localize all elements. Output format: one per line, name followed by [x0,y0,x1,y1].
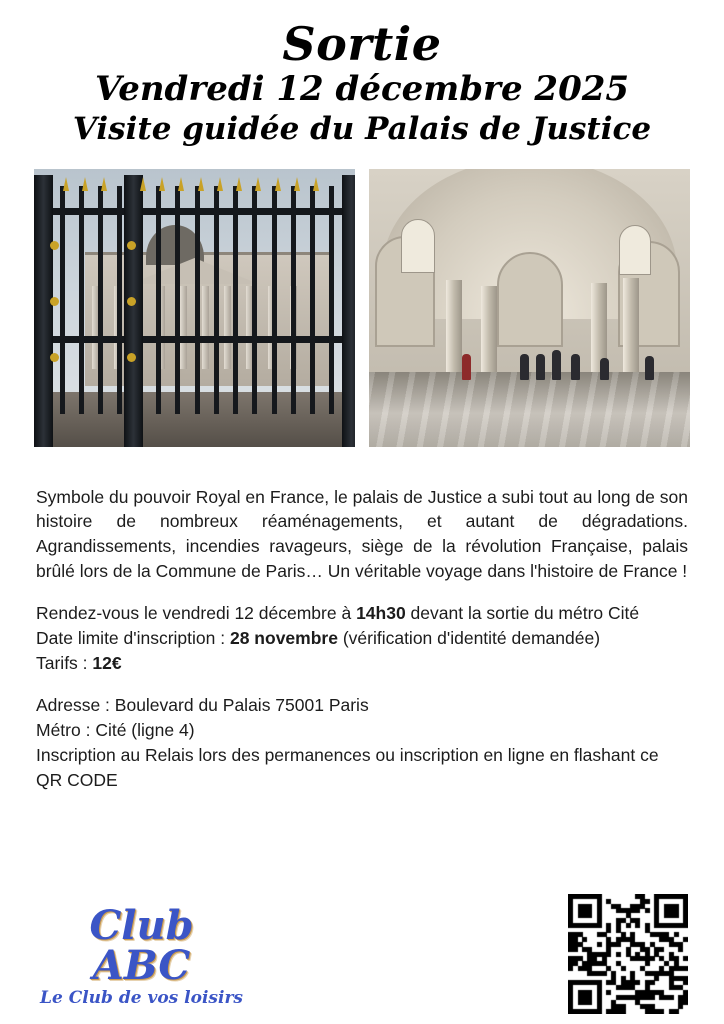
photo-interior-gallery [369,169,690,447]
visitor-figure [520,354,529,380]
qr-code-canvas [568,894,688,1014]
photo-row [0,147,724,447]
deadline-value: 28 novembre [229,628,338,649]
meeting-suffix: devant la sortie du métro Cité [405,603,640,624]
location-info-block [36,693,688,792]
poster-body [0,447,724,792]
iron-gate [34,169,355,447]
registration-line: Inscription au Relais lors des permanences ou inscription en ligne en flashant ce QR CODE [36,744,659,790]
deadline-prefix: Date limite d'inscription : [36,628,230,649]
price-prefix: Tarifs : [36,653,93,674]
deadline-suffix: (vérification d'identité demandée) [337,628,601,649]
address-line: Adresse : Boulevard du Palais 75001 Paris [36,695,369,715]
marble-floor [369,372,690,447]
meeting-line [36,601,688,626]
meeting-prefix: Rendez-vous le vendredi 12 décembre à [36,603,357,624]
visitor-figure [645,356,654,380]
club-logo [34,902,249,1008]
metro-line: Métro : Cité (ligne 4) [36,719,195,740]
column-2 [481,286,497,375]
window-upper-left [401,219,435,273]
deadline-line [36,626,688,651]
poster-footer [0,894,724,1024]
practical-info-block [36,601,688,676]
window-upper-right [619,225,651,275]
club-logo-tagline: Le Club de vos loisirs [40,988,243,1008]
column-1 [446,280,462,375]
page-title: Sortie [282,17,442,71]
description-paragraph: Symbole du pouvoir Royal en France, le palais de Justice a subi tout au long de son histoire de nombreux réaménagements, et autant de dégradations. Agrandissements, incendies ravageurs, siège de la révolution Française, palais brûlé lors de la Commune de Paris… Un véritable voyage dans l'histoire de France ! [36,486,688,582]
photo-exterior-gate [34,169,355,447]
visitor-figure [536,354,545,380]
poster-header [0,0,724,147]
visitor-figure [600,358,609,380]
club-logo-name: Club ABC [89,902,194,989]
qr-code[interactable] [568,894,688,1014]
visitor-figure [552,350,561,380]
price-line [36,651,688,676]
meeting-time: 14h30 [356,603,406,624]
visitor-figure [571,354,580,380]
column-4 [623,278,639,375]
visitor-figure [462,354,471,380]
price-value: 12€ [92,653,122,674]
arch-center [497,252,563,347]
event-subtitle: Visite guidée du Palais de Justice [72,111,652,148]
event-date: Vendredi 12 décembre 2025 [94,69,630,110]
